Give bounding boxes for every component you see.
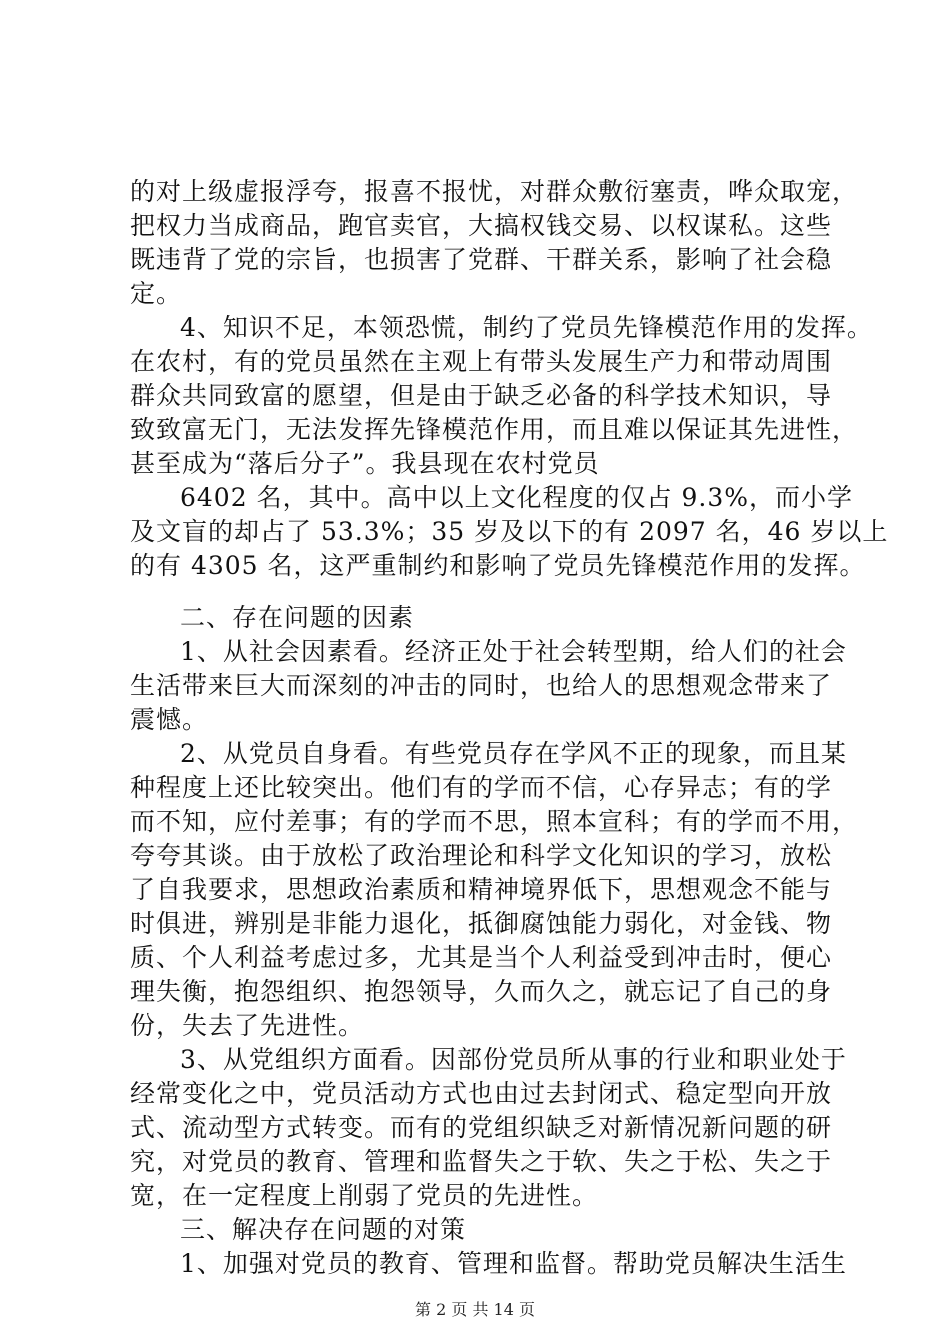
body-text-line: 夸夸其谈。由于放松了政治理论和科学文化知识的学习，放松 xyxy=(130,841,833,870)
body-text-line: 时俱进，辨别是非能力退化，抵御腐蚀能力弱化，对金钱、物 xyxy=(130,909,833,938)
body-text-line: 震憾。 xyxy=(130,705,209,734)
paragraph-start-line: 2、从党员自身看。有些党员存在学风不正的现象，而且某 xyxy=(180,739,847,768)
body-text-line: 定。 xyxy=(130,279,183,308)
paragraph-start-line: 4、知识不足，本领恐慌，制约了党员先锋模范作用的发挥。 xyxy=(180,313,873,342)
body-text-line: 生活带来巨大而深刻的冲击的同时，也给人的思想观念带来了 xyxy=(130,671,833,700)
body-text-line: 理失衡，抱怨组织、抱怨领导，久而久之，就忘记了自己的身 xyxy=(130,977,833,1006)
paragraph-start-line: 6402 名，其中。高中以上文化程度的仅占 9.3%，而小学 xyxy=(180,483,854,512)
section-heading: 三、解决存在问题的对策 xyxy=(180,1215,467,1244)
body-text-line: 及文盲的却占了 53.3%；35 岁及以下的有 2097 名，46 岁以上 xyxy=(130,517,889,546)
page-number-footer: 第 2 页 共 14 页 xyxy=(415,1300,535,1319)
body-text-line: 在农村，有的党员虽然在主观上有带头发展生产力和带动周围 xyxy=(130,347,833,376)
body-text-line: 式、流动型方式转变。而有的党组织缺乏对新情况新问题的研 xyxy=(130,1113,833,1142)
paragraph-start-line: 3、从党组织方面看。因部份党员所从事的行业和职业处于 xyxy=(180,1045,847,1074)
body-text-line: 究，对党员的教育、管理和监督失之于软、失之于松、失之于 xyxy=(130,1147,833,1176)
body-text-line: 质、个人利益考虑过多，尤其是当个人利益受到冲击时，便心 xyxy=(130,943,833,972)
body-text-line: 而不知，应付差事；有的学而不思，照本宣科；有的学而不用， xyxy=(130,807,859,836)
paragraph-start-line: 1、加强对党员的教育、管理和监督。帮助党员解决生活生 xyxy=(180,1249,847,1278)
body-text-line: 经常变化之中，党员活动方式也由过去封闭式、稳定型向开放 xyxy=(130,1079,833,1108)
paragraph-start-line: 1、从社会因素看。经济正处于社会转型期，给人们的社会 xyxy=(180,637,847,666)
body-text-line: 致致富无门，无法发挥先锋模范作用，而且难以保证其先进性， xyxy=(130,415,859,444)
body-text-line: 把权力当成商品，跑官卖官，大搞权钱交易、以权谋私。这些 xyxy=(130,211,833,240)
body-text-line: 的有 4305 名，这严重制约和影响了党员先锋模范作用的发挥。 xyxy=(130,551,866,580)
body-text-line: 宽，在一定程度上削弱了党员的先进性。 xyxy=(130,1181,599,1210)
body-text-line: 份，失去了先进性。 xyxy=(130,1011,365,1040)
body-text-line: 群众共同致富的愿望，但是由于缺乏必备的科学技术知识，导 xyxy=(130,381,833,410)
body-text-line: 甚至成为“落后分子”。我县现在农村党员 xyxy=(130,449,600,478)
body-text-line: 了自我要求，思想政治素质和精神境界低下，思想观念不能与 xyxy=(130,875,833,904)
body-text-line: 的对上级虚报浮夸，报喜不报忧，对群众敷衍塞责，哗众取宠， xyxy=(130,177,859,206)
body-text-line: 既违背了党的宗旨，也损害了党群、干群关系，影响了社会稳 xyxy=(130,245,833,274)
section-heading: 二、存在问题的因素 xyxy=(180,603,415,632)
body-text-line: 种程度上还比较突出。他们有的学而不信，心存异志；有的学 xyxy=(130,773,833,802)
